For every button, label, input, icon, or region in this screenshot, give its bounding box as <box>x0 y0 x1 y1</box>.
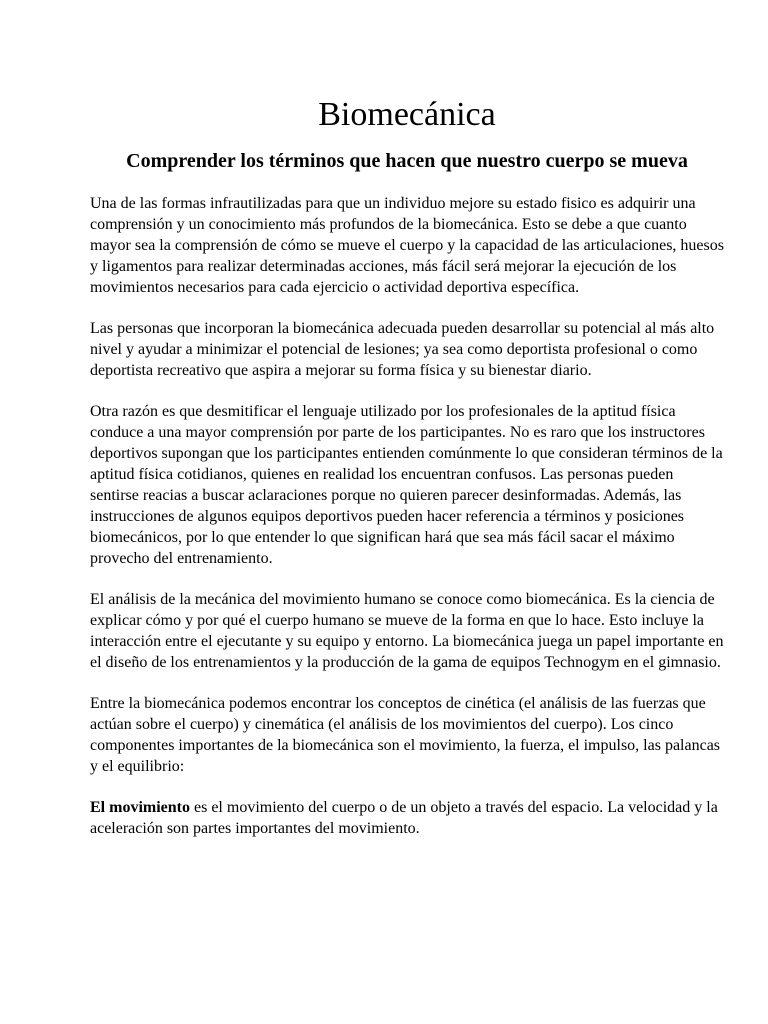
paragraph-6 <box>90 797 724 839</box>
document-subtitle: Comprender los términos que hacen que nuestro cuerpo se mueva <box>126 150 688 172</box>
paragraph-4: El análisis de la mecánica del movimiento humano se conoce como biomecánica. Es la ciencia de explicar cómo y por qué el cuerpo humano se mueve de la forma en que lo hace. Esto incluye la interacción entre el ejecutante y su equipo y entorno. La biomecánica juega un papel importante en el diseño de los entrenamientos y la producción de la gama de equipos Technogym en el gimnasio. <box>90 591 724 671</box>
document-body <box>90 193 724 839</box>
paragraph-5: Entre la biomecánica podemos encontrar los conceptos de cinética (el análisis de las fuerzas que actúan sobre el cuerpo) y cinemática (el análisis de los movimientos del cuerpo). Los cinco componentes importantes de la biomecánica son el movimiento, la fuerza, el impulso, las palancas y el equilibrio: <box>90 695 721 775</box>
paragraph-3: Otra razón es que desmitificar el lenguaje utilizado por los profesionales de la aptitud física conduce a una mayor comprensión por parte de los participantes. No es raro que los instructores deportivos supongan que los participantes entienden comúnmente lo que consideran términos de la aptitud física cotidianos, quienes en realidad los encuentran confusos. Las personas pueden sentirse reacias a buscar aclaraciones porque no quieren parecer desinformadas. Además, las instrucciones de algunos equipos deportivos pueden hacer referencia a términos y posiciones biomecánicos, por lo que entender lo que significan hará que sea más fácil sacar el máximo provecho del entrenamiento. <box>90 403 723 567</box>
paragraph-6-bold-lead: El movimiento <box>90 799 190 816</box>
document-title: Biomecánica <box>318 96 496 133</box>
paragraph-6-text: es el movimiento del cuerpo o de un objeto a través del espacio. La velocidad y la aceleración son partes importantes del movimiento. <box>90 799 718 837</box>
paragraph-2: Las personas que incorporan la biomecánica adecuada pueden desarrollar su potencial al más alto nivel y ayudar a minimizar el potencial de lesiones; ya sea como deportista profesional o como deportista recreativo que aspira a mejorar su forma física y su bienestar diario. <box>90 320 715 379</box>
paragraph-1: Una de las formas infrautilizadas para que un individuo mejore su estado fisico es adquirir una comprensión y un conocimiento más profundos de la biomecánica. Esto se debe a que cuanto mayor sea la comprensión de cómo se mueve el cuerpo y la capacidad de las articulaciones, huesos y ligamentos para realizar determinadas acciones, más fácil será mejorar la ejecución de los movimientos necesarios para cada ejercicio o actividad deportiva específica. <box>90 195 724 296</box>
